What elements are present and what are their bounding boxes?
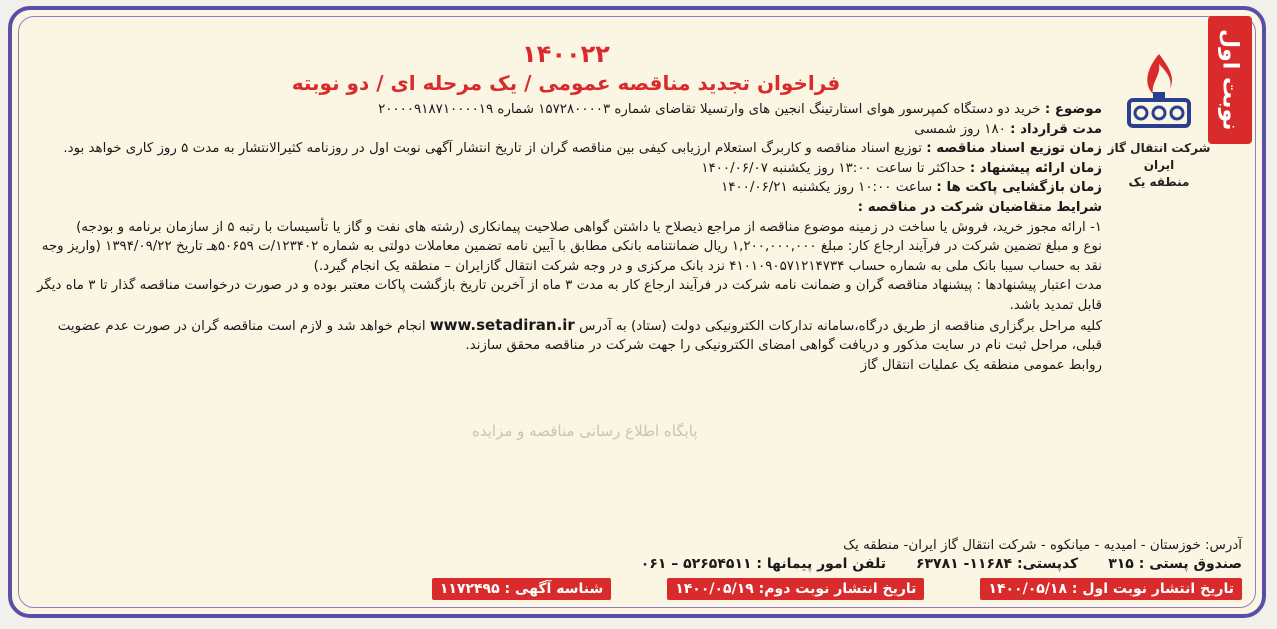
opening-text: ساعت ۱۰:۰۰ روز یکشنبه ۱۴۰۰/۰۶/۲۱: [721, 180, 933, 196]
opening-label: زمان بازگشایی پاکت ها :: [936, 180, 1102, 196]
offer-line: [30, 159, 1102, 179]
logo-line1: شرکت انتقال گاز ایران: [1107, 141, 1211, 172]
notice-headline: فراخوان تجدید مناقصه عمومی / یک مرحله ای / دو نوبته: [291, 71, 841, 95]
pr-office: روابط عمومی منطقه یک عملیات انتقال گاز: [860, 357, 1102, 373]
po-box: صندوق پستی : ۳۱۵: [1108, 556, 1242, 572]
subject-label: موضوع :: [1044, 102, 1102, 117]
subject-text: خرید دو دستگاه کمپرسور هوای استارتینگ انجین های وارتسیلا تقاضای شماره ۱۵۷۲۸۰۰۰۰۳ شماره ۲۰۰۰۰۹۱۸۷۱۰۰۰۰۱۹: [378, 102, 1041, 117]
process-text-b: انجام خواهد شد و لازم است مناقصه گران در صورت عدم عضویت قبلی، مراحل ثبت نام در سایت مذکور و دریافت گواهی امضای الکترونیکی را جهت شرکت در مناقصه محقق سازند.: [57, 318, 1102, 354]
badge-label: نوبت اول: [1217, 29, 1243, 131]
first-publication-badge: [1208, 16, 1252, 144]
gas-flame-logo-icon: [1119, 50, 1199, 140]
publication-bands: [30, 578, 1242, 600]
footer: [30, 536, 1242, 600]
opening-line: [30, 178, 1102, 198]
phone: تلفن امور پیمانها : ۵۲۶۵۴۵۱۱ – ۰۶۱: [640, 556, 886, 572]
duration-line: [30, 120, 1102, 140]
pub-date-2: تاریخ انتشار نوبت دوم: ۱۴۰۰/۰۵/۱۹: [667, 578, 924, 600]
subject-line: [30, 100, 1102, 120]
conditions-title: شرایط متقاضیان شرکت در مناقصه :: [857, 199, 1102, 215]
logo-line2: منطقه یک: [1128, 175, 1190, 189]
address: آدرس: خوزستان - امیدیه - میانکوه - شرکت انتقال گاز ایران- منطقه یک: [843, 538, 1242, 553]
guarantee-text: نوع و مبلغ تضمین شرکت در فرآیند ارجاع کار: مبلغ ۱,۲۰۰,۰۰۰,۰۰۰ ریال ضمانتنامه بانکی مطابق با آیین نامه تضمین معاملات دولتی به شماره ۱۲۳۴۰۲/ت ۵۰۶۵۹هـ تاریخ ۱۳۹۴/۰۹/۲۲ (واریز وجه نقد به حساب سیبا بانک ملی به شماره حساب ۴۱۰۱۰۹۰۵۷۱۲۱۴۷۳۴ نزد بانک مرکزی و در وجه شرکت انتقال گازایران – منطقه یک انجام گیرد.): [41, 239, 1102, 274]
offer-label: زمان ارائه پیشنهاد :: [969, 160, 1102, 176]
pub-date-1: تاریخ انتشار نوبت اول : ۱۴۰۰/۰۵/۱۸: [980, 578, 1242, 600]
distribution-label: زمان توزیع اسناد مناقصه :: [926, 141, 1102, 157]
duration-text: ۱۸۰ روز شمسی: [914, 121, 1006, 137]
ad-id: شناسه آگهی : ۱۱۷۲۴۹۵: [432, 578, 611, 600]
process-text: [30, 316, 1102, 356]
postal-code: کدپستی: ۱۱۶۸۴- ۶۳۷۸۱: [915, 556, 1079, 572]
duration-label: مدت قرارداد :: [1010, 121, 1102, 137]
condition-1: ۱- ارائه مجوز خرید، فروش یا ساخت در زمینه موضوع مناقصه از مراجع ذیصلاح یا داشتن گواهی صلاحیت پیمانکاری (رشته های نفت و گاز یا تأسیسات با رتبه ۵ از سازمان برنامه و بودجه): [76, 219, 1102, 235]
watermark-text: پایگاه اطلاع رسانی مناقصه و مزایده: [472, 422, 698, 440]
distribution-tail: خواهد بود.: [63, 141, 122, 157]
company-logo: [1104, 50, 1214, 191]
offer-text: حداکثر تا ساعت ۱۳:۰۰ روز یکشنبه ۱۴۰۰/۰۶/۰۷: [701, 160, 966, 176]
tender-notice: [8, 6, 1266, 618]
tender-number: ۱۴۰۰۲۲: [522, 40, 610, 68]
validity-text: مدت اعتبار پیشنهادها : پیشنهاد مناقصه گران و ضمانت نامه شرکت در فرآیند ارجاع کار به مدت ۳ ماه از آخرین تاریخ بازگشت پاکات معتبر بوده و در صورت درخواست مناقصه گذار تا ۳ ماه دیگر قابل تمدید باشد.: [36, 278, 1102, 313]
notice-body: [30, 40, 1102, 375]
process-text-a: کلیه مراحل برگزاری مناقصه از طریق درگاه،سامانه تدارکات الکترونیکی دولت (ستاد) به آدرس: [579, 318, 1102, 334]
website-link[interactable]: www.setadiran.ir: [429, 315, 575, 334]
contact-row: [30, 556, 1242, 572]
distribution-line: [30, 139, 1102, 159]
distribution-text: توزیع اسناد مناقصه و کاربرگ استعلام ارزیابی کیفی بین مناقصه گران از تاریخ انتشار آگهی نوبت اول در روزنامه کثیرالانتشار به مدت ۵ روز کاری: [125, 141, 922, 157]
